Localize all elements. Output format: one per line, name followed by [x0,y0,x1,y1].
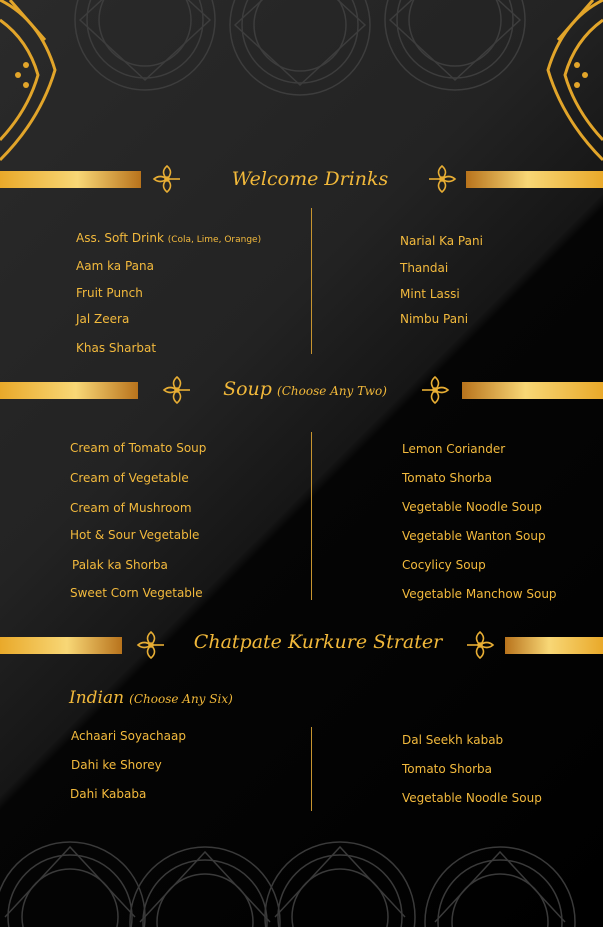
gold-bar-left [0,171,141,188]
menu-item: Achaari Soyachaap [71,729,186,743]
fleur-ornament-icon [463,628,497,662]
section-heading-welcome [212,168,408,190]
menu-item: Ass. Soft Drink (Cola, Lime, Orange) [76,231,262,245]
gold-bar-right [505,637,603,654]
menu-item: Cocylicy Soup [402,558,486,572]
fleur-ornament-icon [418,373,452,407]
menu-item: Jal Zeera [76,312,130,326]
menu-item: Narial Ka Pani [400,234,483,248]
gold-bar-left [0,382,138,399]
soup-title: Soup [223,378,272,400]
gold-bar-right [466,171,603,188]
menu-item: Dal Seekh kabab [402,733,504,747]
menu-item: Vegetable Noodle Soup [402,791,542,805]
menu-item: Vegetable Manchow Soup [402,587,557,601]
indian-subtitle: (Choose Any Six) [129,692,233,706]
menu-item: Palak ka Shorba [72,558,168,572]
menu-item: Cream of Vegetable [70,471,189,485]
column-divider [311,727,312,811]
starter-title: Chatpate Kurkure Strater [193,631,443,653]
menu-item: Mint Lassi [400,287,460,301]
gold-bar-right [462,382,603,399]
column-divider [311,432,312,600]
menu-item: Nimbu Pani [400,312,469,326]
fleur-ornament-icon [134,628,168,662]
fleur-ornament-icon [425,162,459,196]
menu-item: Khas Sharbat [76,341,157,355]
menu-item: Cream of Mushroom [70,501,192,515]
menu-item: Fruit Punch [76,286,143,300]
menu-item: Cream of Tomato Soup [70,441,207,455]
indian-title: Indian [69,688,125,708]
fleur-ornament-icon [150,162,184,196]
column-divider [311,208,312,354]
menu-item: Aam ka Pana [76,259,154,273]
fleur-ornament-icon [160,373,194,407]
gold-bar-left [0,637,122,654]
corner-ornament-left [0,0,70,165]
section-heading-soup [205,378,405,400]
menu-item: Lemon Coriander [402,442,506,456]
corner-ornament-right [533,0,603,165]
menu-item: Tomato Shorba [402,762,493,776]
menu-item: Tomato Shorba [402,471,493,485]
menu-item: Vegetable Wanton Soup [402,529,546,543]
menu-item: Thandai [400,261,449,275]
soup-subtitle: (Choose Any Two) [277,384,387,398]
menu-item: Dahi Kababa [70,787,147,801]
welcome-drinks-title: Welcome Drinks [231,168,389,190]
menu-item: Vegetable Noodle Soup [402,500,542,514]
menu-item: Dahi ke Shorey [71,758,162,772]
menu-item: Sweet Corn Vegetable [70,586,203,600]
subheading-indian [69,688,233,708]
menu-item: Hot & Sour Vegetable [70,528,200,542]
section-heading-starter [178,631,458,653]
